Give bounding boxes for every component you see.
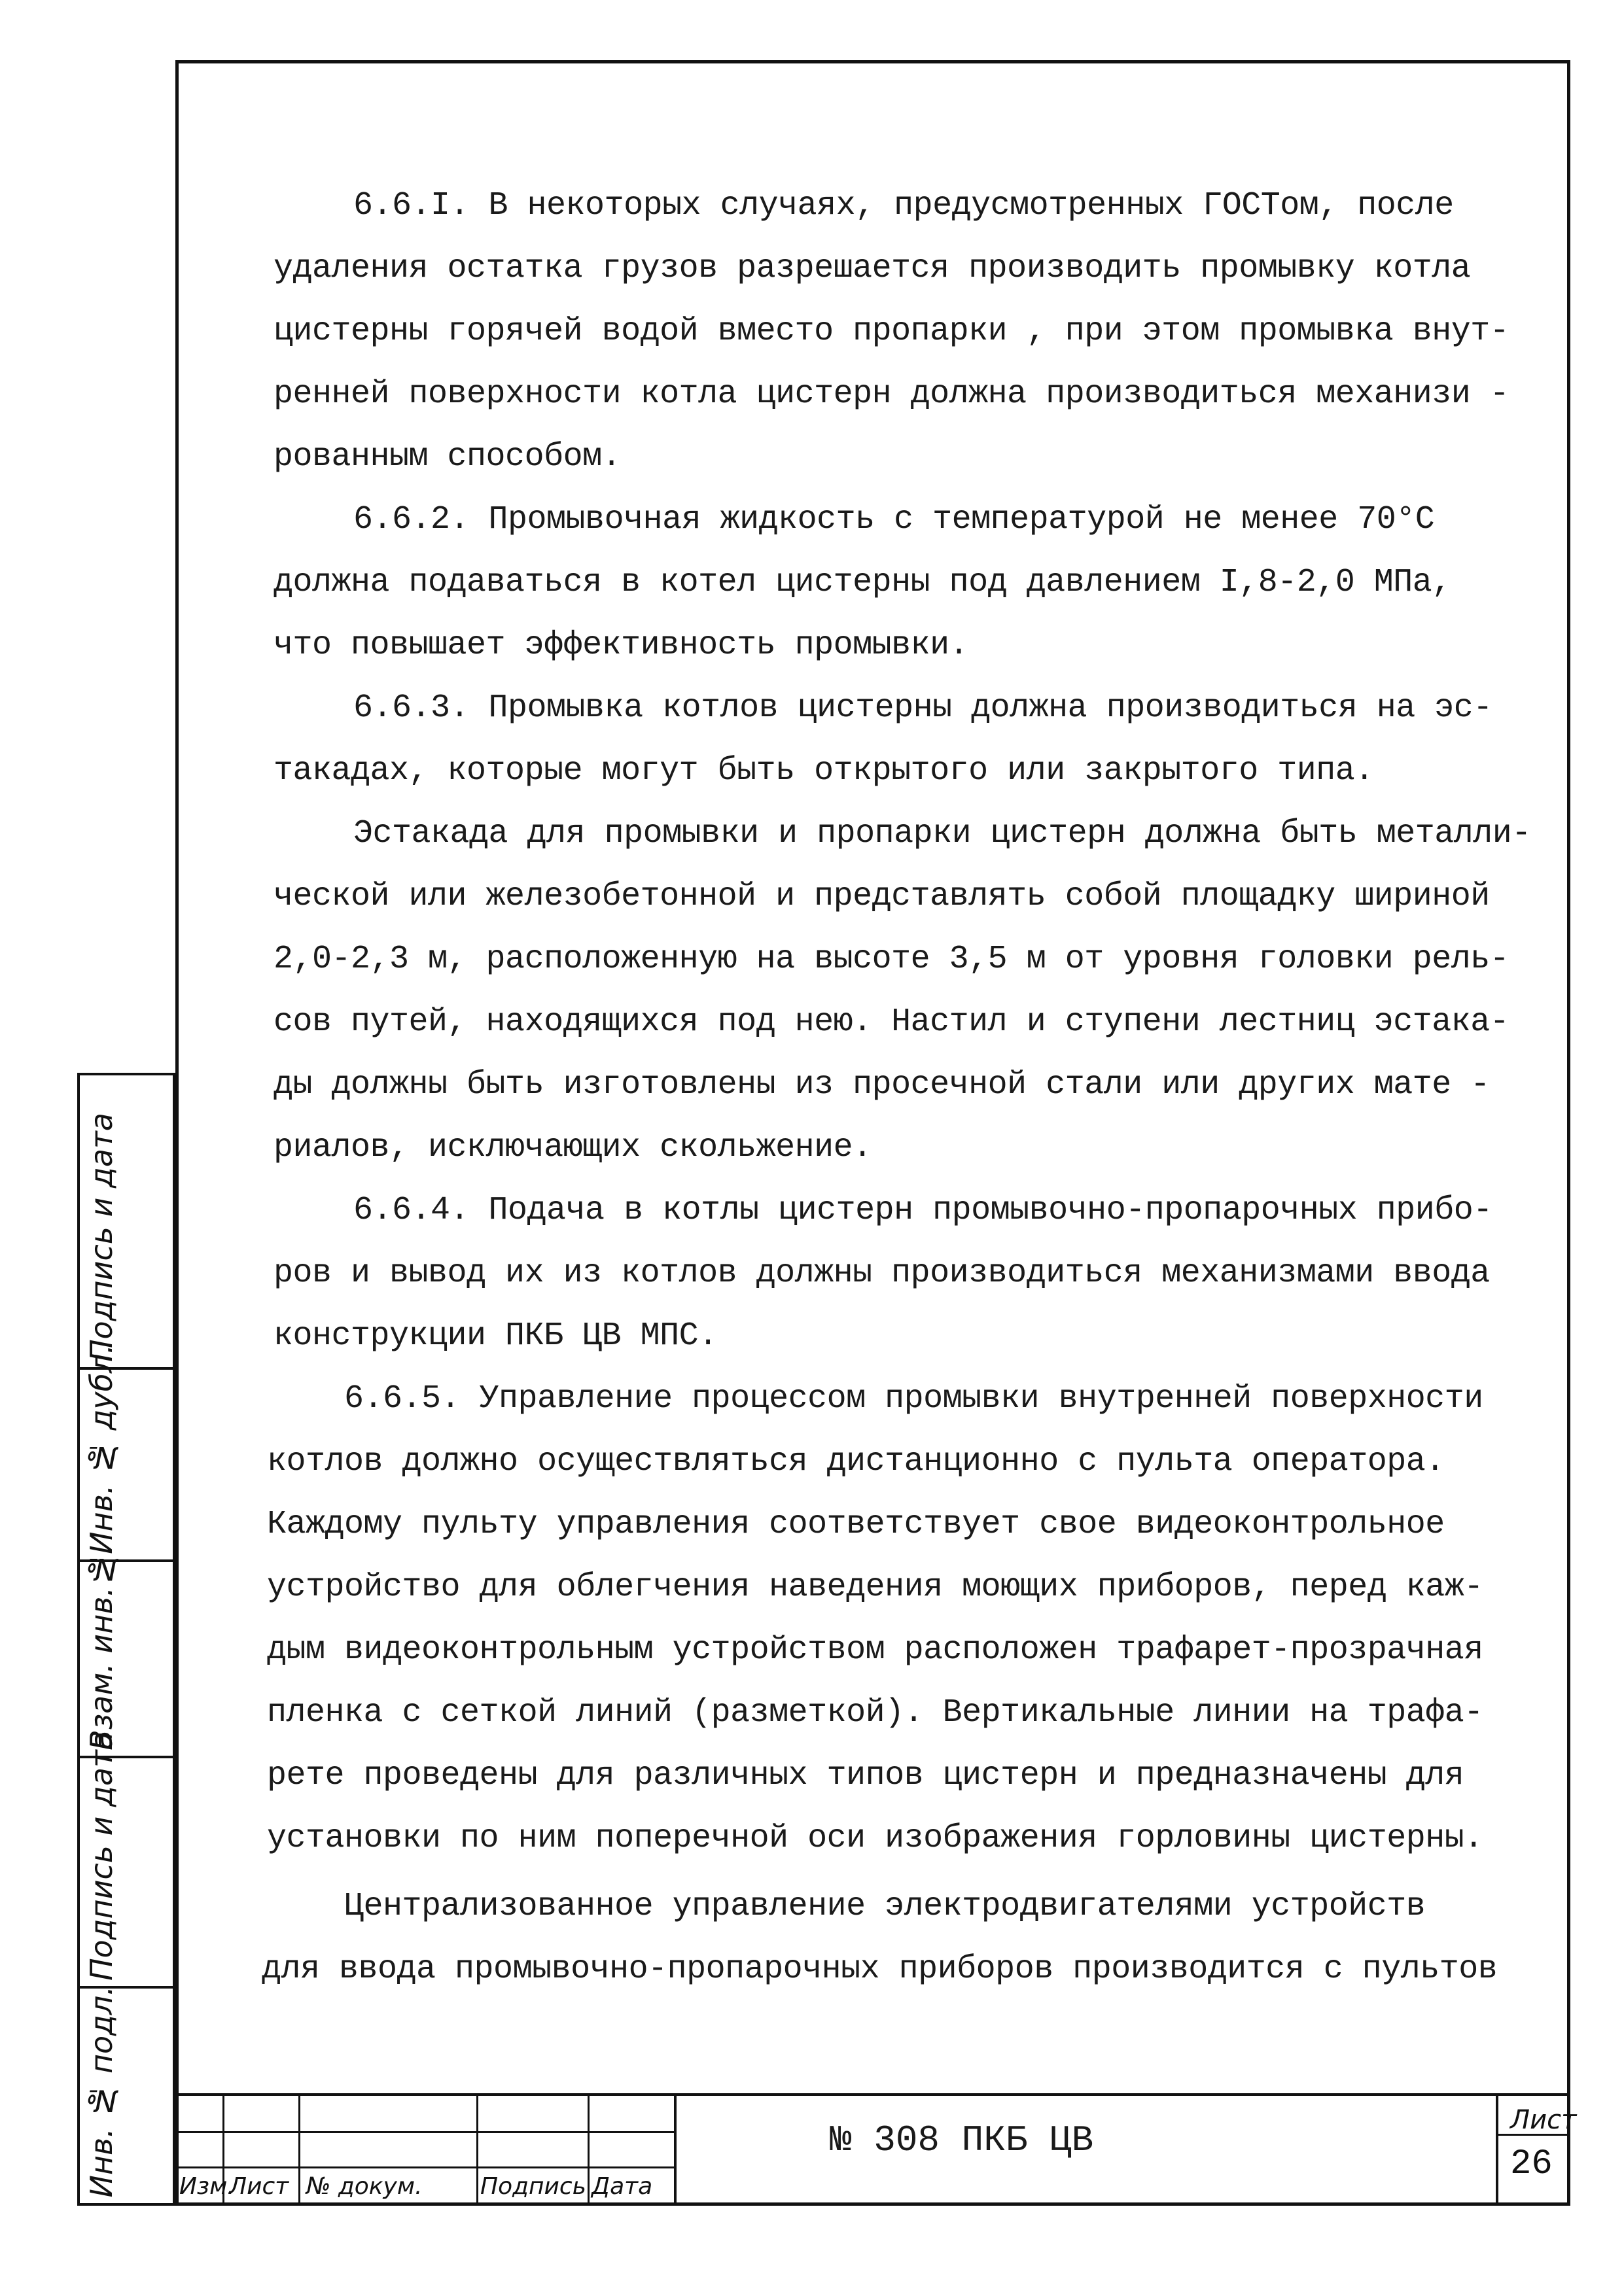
col-signature: Подпись (480, 2173, 586, 2200)
text-line: ренней поверхности котла цистерн должна производиться механизи - (274, 375, 1509, 413)
text-line: что повышает эффективность промывки. (274, 627, 969, 664)
sheet-label: Лист (1510, 2105, 1577, 2135)
text-line: 6.6.I. В некоторых случаях, предусмотренных ГОСТом, после (353, 187, 1454, 224)
text-line: рете проведены для различных типов цистерн и предназначены для (267, 1757, 1464, 1794)
text-line (353, 501, 1624, 538)
col-list: Лист (229, 2173, 289, 2200)
col-doc-no: № докум. (306, 2173, 423, 2200)
side-stamp (77, 1073, 175, 2206)
stamp-label: Взам. инв.№ (84, 1552, 119, 1750)
tb-divider (674, 2093, 677, 2206)
stamp-label: Подпись и дата (84, 1112, 119, 1362)
text-line: котлов должно осуществляться дистанционно с пульта оператора. (267, 1443, 1445, 1480)
text-line: устройство для облегчения наведения моющих приборов, перед каж- (267, 1569, 1483, 1606)
tb-divider (588, 2093, 590, 2206)
text-line: ческой или железобетонной и представлять собой площадку шириной (274, 878, 1490, 915)
stamp-label: Инв. № подл. (84, 1986, 119, 2198)
text-line-part: 6.6.2. Промывочная жидкость с температурой не менее 70 (353, 501, 1396, 538)
tb-rule (175, 2131, 674, 2133)
stamp-label: Подпись и дата (84, 1731, 119, 1981)
text-line: рованным способом. (274, 438, 622, 476)
text-line: 6.6.4. Подача в котлы цистерн промывочно-пропарочных прибо- (353, 1192, 1492, 1229)
sheet-number: 26 (1510, 2144, 1553, 2184)
text-line: цистерны горячей водой вместо пропарки , при этом промывка внут- (274, 313, 1509, 350)
text-line: ров и вывод их из котлов должны производиться механизмами ввода (274, 1255, 1490, 1292)
stamp-label: Инв. № дубл. (84, 1344, 119, 1554)
text-line: риалов, исключающих скольжение. (274, 1129, 872, 1166)
text-line: такадах, которые могут быть открытого или закрытого типа. (274, 752, 1374, 790)
text-line: установки по ним поперечной оси изображения горловины цистерны. (267, 1820, 1483, 1857)
text-line: ды должны быть изготовлены из просечной стали или других мате - (274, 1066, 1490, 1104)
text-line: Централизованное управление электродвигателями устройств (344, 1888, 1426, 1925)
text-line: Эстакада для промывки и пропарки цистерн должна быть металли- (353, 815, 1531, 852)
stamp-cell-signature-date (77, 1073, 175, 1370)
col-izm: Изм. (179, 2173, 235, 2200)
tb-divider (298, 2093, 300, 2206)
tb-divider (1496, 2093, 1498, 2206)
text-line: 2,0-2,3 м, расположенную на высоте 3,5 м от уровня головки рель- (274, 941, 1509, 978)
text-line: 6.6.5. Управление процессом промывки внутренней поверхности (344, 1380, 1483, 1418)
text-line: дым видеоконтрольным устройством расположен трафарет-прозрачная (267, 1631, 1483, 1669)
tb-divider (476, 2093, 478, 2206)
text-line: сов путей, находящихся под нею. Настил и ступени лестниц эстака- (274, 1003, 1509, 1041)
stamp-cell-vzam-inv (77, 1552, 175, 1758)
text-line: удаления остатка грузов разрешается производить промывку котла (274, 250, 1471, 287)
text-line: Каждому пульту управления соответствует свое видеоконтрольное (267, 1506, 1445, 1543)
text-line: 6.6.3. Промывка котлов цистерны должна производиться на эс- (353, 689, 1492, 727)
tb-rule (175, 2093, 1570, 2096)
text-line: конструкции ПКБ ЦВ МПС. (274, 1317, 718, 1355)
text-line: для ввода промывочно-пропарочных приборов производится с пультов (262, 1951, 1498, 1988)
col-date: Дата (591, 2173, 653, 2200)
stamp-cell-inv-podl (77, 1986, 175, 2206)
document-number: № 308 ПКБ ЦВ (830, 2119, 1094, 2161)
stamp-cell-inv-dubl (77, 1344, 175, 1562)
text-line: должна подаваться в котел цистерны под давлением I,8-2,0 МПа, (274, 564, 1451, 601)
text-line: пленка с сеткой линий (разметкой). Вертикальные линии на трафа- (267, 1694, 1483, 1731)
title-block (175, 2093, 1577, 2206)
temperature-unit: °C (1396, 501, 1435, 538)
tb-rule (175, 2166, 674, 2168)
stamp-cell-signature-date (77, 1731, 175, 1989)
